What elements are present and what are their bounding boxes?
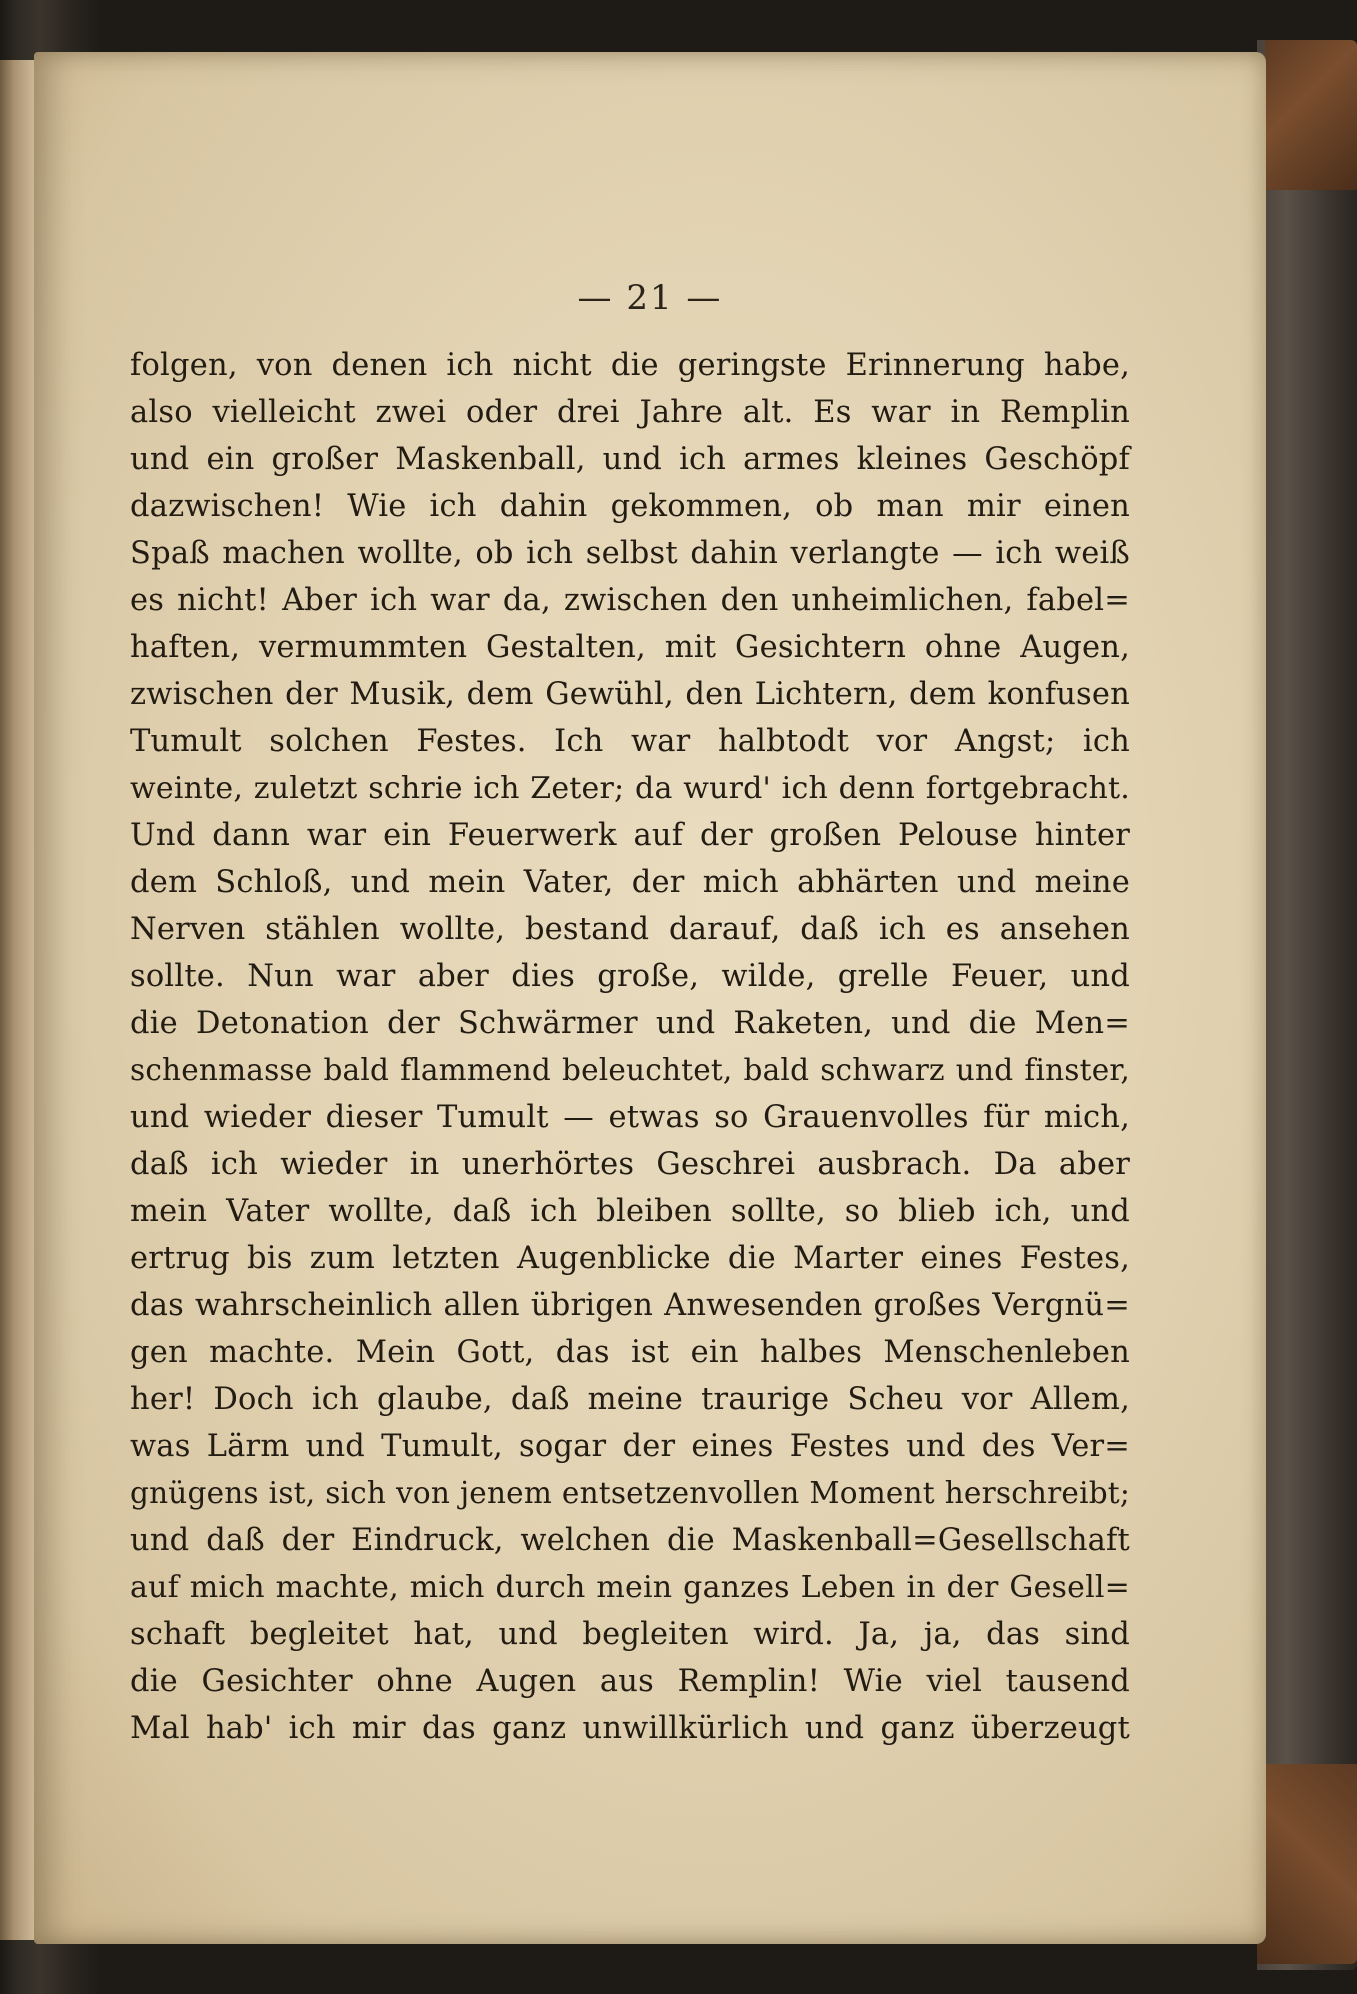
text-line: gnügens ist, sich von jenem entsetzenvollen Moment herschreibt;: [130, 1476, 1130, 1510]
text-line: zwischen der Musik, dem Gewühl, den Lichtern, dem konfusen: [130, 677, 1130, 712]
body-text: [130, 342, 1130, 1752]
text-line: es nicht! Aber ich war da, zwischen den unheimlichen, fabel=: [130, 583, 1130, 618]
text-line: dem Schloß, und mein Vater, der mich abhärten und meine: [130, 865, 1130, 900]
book-page: [34, 52, 1266, 1944]
text-line: also vielleicht zwei oder drei Jahre alt. Es war in Remplin: [130, 395, 1130, 430]
text-line: auf mich machte, mich durch mein ganzes Leben in der Gesell=: [130, 1570, 1130, 1605]
cover-leather-corner-bottom: [1257, 1764, 1357, 1964]
text-line: die Detonation der Schwärmer und Raketen, und die Men=: [130, 1006, 1130, 1041]
book-cover-edge: [1257, 40, 1357, 1970]
text-line: haften, vermummten Gestalten, mit Gesichtern ohne Augen,: [130, 630, 1130, 665]
text-line: sollte. Nun war aber dies große, wilde, grelle Feuer, und: [130, 959, 1130, 994]
cover-leather-corner-top: [1265, 40, 1357, 190]
text-line: daß ich wieder in unerhörtes Geschrei ausbrach. Da aber: [130, 1147, 1130, 1182]
text-line: ertrug bis zum letzten Augenblicke die Marter eines Festes,: [130, 1241, 1130, 1276]
text-line: das wahrscheinlich allen übrigen Anwesenden großes Vergnü=: [130, 1288, 1130, 1323]
text-line: Nerven stählen wollte, bestand darauf, daß ich es ansehen: [130, 912, 1130, 947]
text-line: und daß der Eindruck, welchen die Maskenball=Gesellschaft: [130, 1523, 1130, 1558]
text-line: Spaß machen wollte, ob ich selbst dahin verlangte — ich weiß: [130, 536, 1130, 571]
text-line: und ein großer Maskenball, und ich armes kleines Geschöpf: [130, 442, 1130, 477]
text-line: Tumult solchen Festes. Ich war halbtodt vor Angst; ich: [130, 724, 1130, 759]
page-number: — 21 —: [577, 278, 723, 318]
text-line: die Gesichter ohne Augen aus Remplin! Wie viel tausend: [130, 1664, 1130, 1699]
text-line: weinte, zuletzt schrie ich Zeter; da wurd' ich denn fortgebracht.: [130, 771, 1130, 806]
facing-page-edge: [0, 60, 34, 1940]
text-line: schenmasse bald flammend beleuchtet, bald schwarz und finster,: [130, 1053, 1130, 1087]
text-line: was Lärm und Tumult, sogar der eines Festes und des Ver=: [130, 1429, 1130, 1464]
text-line: Und dann war ein Feuerwerk auf der großen Pelouse hinter: [130, 818, 1130, 853]
text-line: dazwischen! Wie ich dahin gekommen, ob man mir einen: [130, 489, 1130, 524]
text-line: Mal hab' ich mir das ganz unwillkürlich und ganz überzeugt: [130, 1711, 1130, 1746]
text-line: mein Vater wollte, daß ich bleiben sollte, so blieb ich, und: [130, 1194, 1130, 1229]
text-line: gen machte. Mein Gott, das ist ein halbes Menschenleben: [130, 1335, 1130, 1370]
text-line: und wieder dieser Tumult — etwas so Grauenvolles für mich,: [130, 1100, 1130, 1135]
text-line: her! Doch ich glaube, daß meine traurige Scheu vor Allem,: [130, 1382, 1130, 1417]
text-line: folgen, von denen ich nicht die geringste Erinnerung habe,: [130, 348, 1130, 383]
text-line: schaft begleitet hat, und begleiten wird. Ja, ja, das sind: [130, 1617, 1130, 1652]
